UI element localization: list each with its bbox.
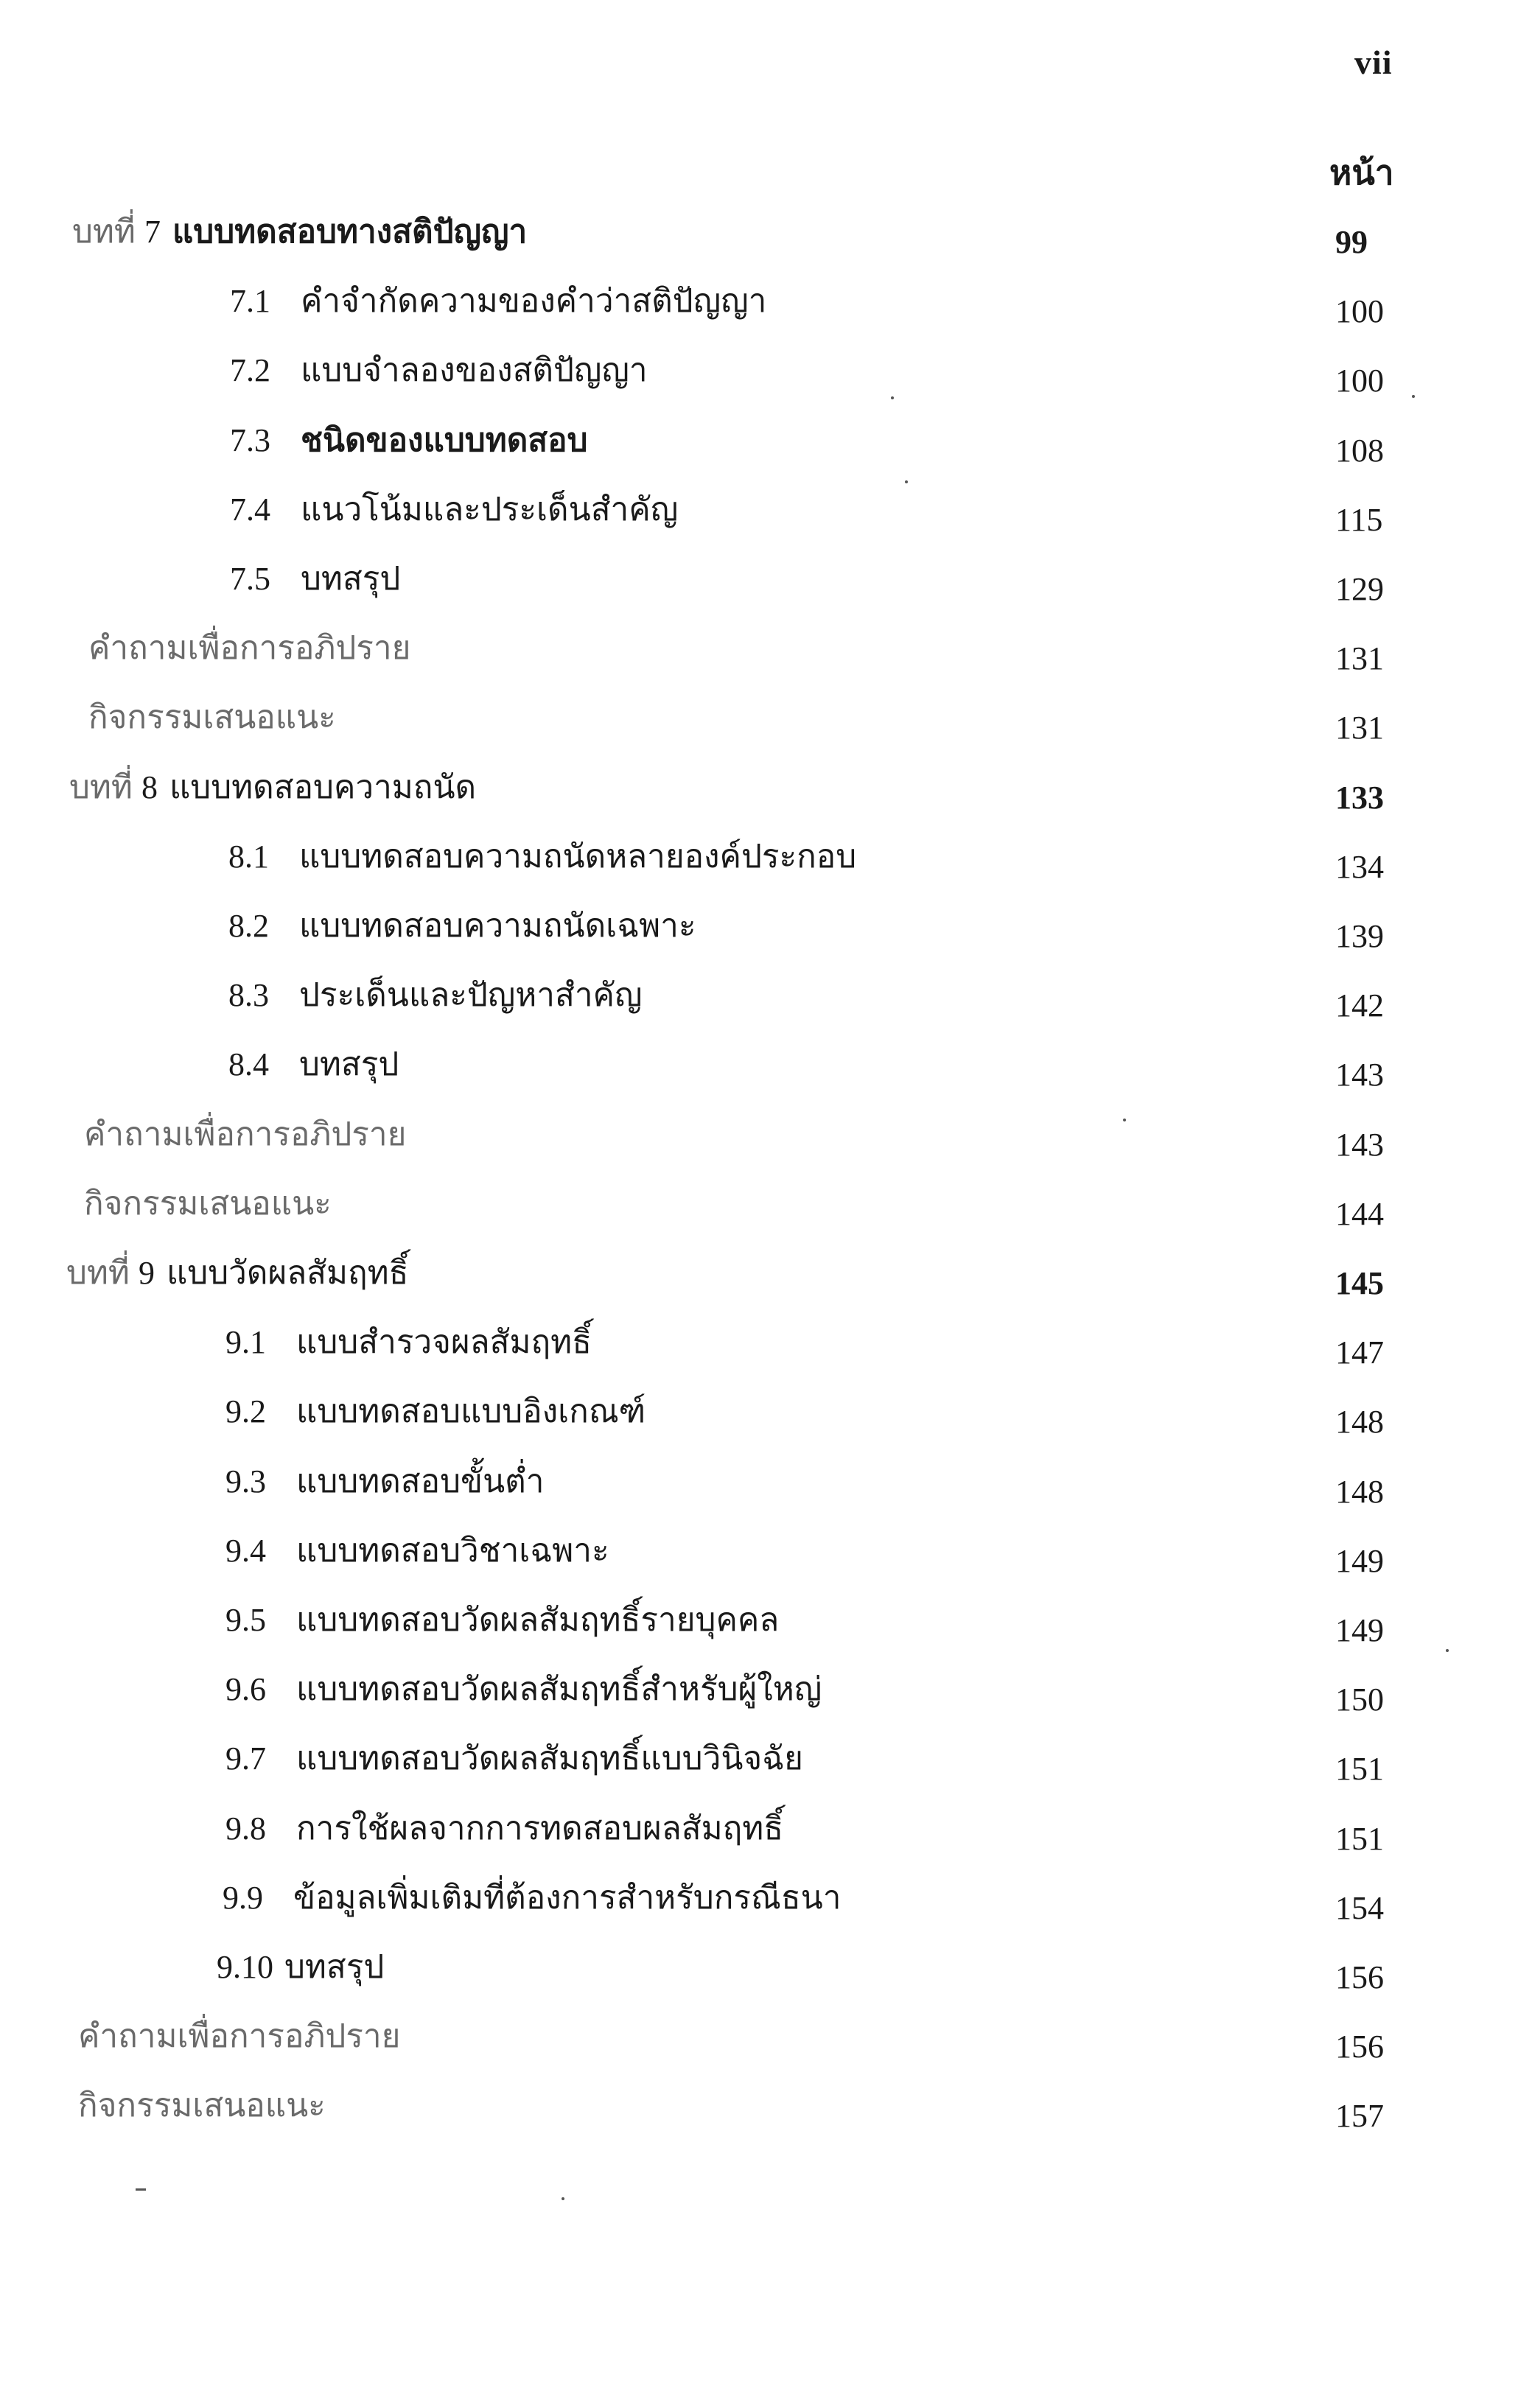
page-reference: 151 [1335, 1821, 1384, 1857]
section-number: 9.7 [225, 1740, 266, 1777]
page-reference: 100 [1335, 363, 1384, 399]
toc-extra-row [78, 2015, 400, 2059]
toc-section-row [225, 1667, 822, 1712]
section-title: ชนิดของแบบทดสอบ [301, 421, 588, 459]
toc-section-row [228, 1043, 399, 1087]
section-title: แบบสำรวจผลสัมฤทธิ์ [296, 1323, 592, 1361]
page-reference: 154 [1335, 1890, 1384, 1926]
toc-chapter-row [69, 766, 476, 810]
chapter-label: บทที่ [66, 1254, 130, 1292]
toc-section-row [225, 1737, 803, 1781]
chapter-title: แบบวัดผลสัมฤทธิ์ [166, 1254, 409, 1292]
page-reference: 133 [1335, 780, 1384, 816]
section-number: 9.5 [225, 1602, 266, 1638]
page-reference: 134 [1335, 849, 1384, 885]
section-title: ประเด็นและปัญหาสำคัญ [299, 976, 643, 1014]
page-reference: 131 [1335, 710, 1384, 746]
section-title: บทสรุป [284, 1948, 385, 1986]
chapter-label: บทที่ [72, 213, 136, 251]
toc-section-row [230, 279, 766, 323]
section-title: แบบทดสอบวัดผลสัมฤทธิ์แบบวินิจฉัย [296, 1740, 803, 1777]
chapter-number: 8 [141, 769, 158, 805]
section-title: แบบจำลองของสติปัญญา [301, 351, 648, 389]
extra-title: กิจกรรมเสนอแนะ [88, 699, 336, 736]
toc-section-row [228, 835, 856, 879]
page-reference: 131 [1335, 640, 1384, 676]
toc-extra-row [88, 696, 336, 740]
section-title: แบบทดสอบวิชาเฉพาะ [296, 1532, 609, 1569]
scan-speck [905, 480, 908, 483]
toc-extra-row [88, 626, 410, 671]
chapter-title: แบบทดสอบทางสติปัญญา [172, 213, 528, 251]
section-number: 9.9 [223, 1880, 263, 1916]
section-title: แนวโน้มและประเด็นสำคัญ [301, 491, 679, 528]
section-number: 8.4 [228, 1046, 269, 1082]
section-number: 7.1 [230, 283, 270, 319]
page-reference: 150 [1335, 1681, 1384, 1718]
section-number: 9.3 [225, 1463, 266, 1499]
page-reference: 143 [1335, 1127, 1384, 1163]
section-number: 9.6 [225, 1671, 266, 1707]
section-title: แบบทดสอบวัดผลสัมฤทธิ์รายบุคคล [296, 1601, 780, 1639]
section-number: 9.10 [217, 1949, 273, 1985]
section-title: การใช้ผลจากการทดสอบผลสัมฤทธิ์ [296, 1810, 784, 1847]
section-number: 7.3 [230, 422, 270, 458]
page-reference: 142 [1335, 987, 1384, 1023]
section-number: 8.1 [228, 839, 269, 875]
page-reference: 99 [1335, 224, 1368, 260]
scan-speck [1412, 395, 1415, 398]
section-number: 9.2 [225, 1393, 266, 1429]
toc-section-row [223, 1876, 841, 1920]
extra-title: กิจกรรมเสนอแนะ [78, 2087, 326, 2124]
page-reference: 148 [1335, 1404, 1384, 1440]
chapter-number: 9 [138, 1255, 155, 1291]
section-number: 9.8 [225, 1810, 266, 1847]
toc-section-row [225, 1460, 544, 1504]
section-title: แบบทดสอบวัดผลสัมฤทธิ์สำหรับผู้ใหญ่ [296, 1670, 822, 1708]
section-number: 9.1 [225, 1324, 266, 1360]
toc-extra-row [78, 2084, 326, 2128]
scan-speck [1446, 1649, 1449, 1652]
toc-chapter-row [72, 210, 527, 254]
page-reference: 157 [1335, 2098, 1384, 2134]
extra-title: กิจกรรมเสนอแนะ [84, 1185, 332, 1222]
page-reference: 149 [1335, 1612, 1384, 1648]
scan-speck [1123, 1119, 1126, 1121]
section-title: แบบทดสอบความถนัดเฉพาะ [299, 907, 696, 945]
extra-title: คำถามเพื่อการอภิปราย [88, 629, 411, 667]
page-reference: 144 [1335, 1196, 1384, 1232]
section-number: 9.4 [225, 1533, 266, 1569]
section-number: 7.4 [230, 491, 270, 528]
section-title: แบบทดสอบความถนัดหลายองค์ประกอบ [299, 838, 857, 875]
chapter-number: 7 [144, 214, 161, 250]
page-number: vii [1354, 43, 1393, 81]
toc-chapter-row [66, 1251, 409, 1295]
page-reference: 143 [1335, 1057, 1384, 1093]
toc-section-row [228, 973, 642, 1018]
section-title: บทสรุป [299, 1046, 399, 1083]
section-number: 7.2 [230, 352, 270, 388]
extra-title: คำถามเพื่อการอภิปราย [84, 1116, 407, 1153]
toc-section-row [228, 904, 696, 948]
toc-section-row [225, 1529, 609, 1573]
toc-section-row [230, 349, 648, 393]
extra-title: คำถามเพื่อการอภิปราย [78, 2017, 401, 2055]
page-reference: 129 [1335, 571, 1384, 607]
scan-speck [891, 396, 894, 399]
page-reference: 145 [1335, 1265, 1384, 1301]
section-title: คำจำกัดความของคำว่าสติปัญญา [301, 282, 767, 320]
page-reference: 147 [1335, 1334, 1384, 1371]
toc-section-row [230, 488, 678, 532]
scan-speck [136, 2188, 146, 2191]
section-title: บทสรุป [301, 560, 401, 598]
section-title: แบบทดสอบขั้นต่ำ [296, 1463, 545, 1500]
section-title: แบบทดสอบแบบอิงเกณฑ์ [296, 1393, 646, 1430]
page-reference: 149 [1335, 1543, 1384, 1579]
section-number: 8.3 [228, 977, 269, 1013]
chapter-label: บทที่ [69, 769, 133, 806]
page-reference: 148 [1335, 1474, 1384, 1510]
toc-section-row [230, 557, 400, 601]
toc-section-row [225, 1598, 779, 1642]
section-number: 7.5 [230, 561, 270, 597]
chapter-title: แบบทดสอบความถนัด [169, 769, 477, 806]
page-reference: 108 [1335, 433, 1384, 469]
toc-section-row [217, 1945, 384, 1989]
toc-section-row [225, 1807, 783, 1851]
page-reference: 139 [1335, 918, 1384, 954]
toc-extra-row [84, 1182, 332, 1226]
toc-extra-row [84, 1113, 406, 1157]
page-column-header: หน้า [1329, 153, 1394, 192]
page-reference: 156 [1335, 2029, 1384, 2065]
scan-speck [562, 2197, 564, 2200]
toc-section-row [230, 419, 588, 463]
page-reference: 115 [1335, 502, 1383, 538]
page-reference: 151 [1335, 1751, 1384, 1787]
toc-section-row [225, 1320, 592, 1365]
page-reference: 156 [1335, 1959, 1384, 1995]
toc-section-row [225, 1390, 646, 1434]
section-number: 8.2 [228, 908, 269, 944]
page-reference: 100 [1335, 293, 1384, 329]
section-title: ข้อมูลเพิ่มเติมที่ต้องการสำหรับกรณีธนา [293, 1879, 842, 1917]
